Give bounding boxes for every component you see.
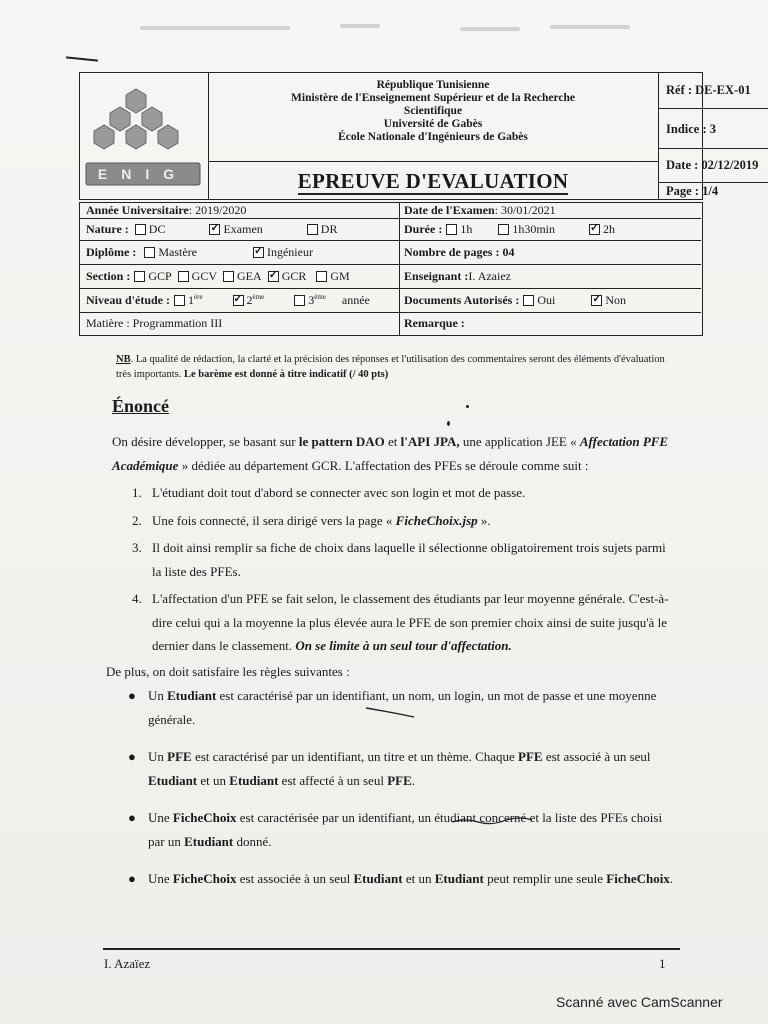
- intro-bold: le pattern DAO: [298, 434, 385, 449]
- rules-intro: De plus, on doit satisfaire les règles suivantes :: [106, 664, 350, 679]
- institution-line: Ministère de l'Enseignement Supérieur et de la Recherche: [291, 92, 575, 104]
- rule-text: est caractérisé par un identifiant, un titre et un thème. Chaque: [191, 749, 519, 764]
- enseignant-value: I. Azaiez: [468, 268, 511, 283]
- annee-value: : 2019/2020: [188, 203, 247, 217]
- rule-text: Une: [148, 810, 173, 825]
- date-exam-value: : 30/01/2021: [494, 203, 556, 217]
- nature-option: DR: [320, 221, 338, 236]
- section-option: GEA: [237, 268, 262, 283]
- rule-bold: PFE: [167, 749, 192, 764]
- step-number: 3.: [132, 540, 142, 555]
- niveau-number: 2: [246, 292, 253, 307]
- enseignant-label: Enseignant :: [404, 268, 469, 283]
- rule-text: et un: [402, 871, 435, 886]
- date-exam-label: Date de l'Examen: [404, 203, 495, 217]
- nb-pages-cell: Nombre de pages : 04: [404, 244, 515, 259]
- nature-label: Nature :: [86, 221, 129, 236]
- camscanner-watermark: Scanné avec CamScanner: [556, 994, 723, 1010]
- duree-option: 1h30min: [512, 221, 555, 236]
- page-number: 1: [659, 956, 666, 971]
- bullet-icon: ●: [128, 871, 136, 886]
- rule-bold: FicheChoix: [172, 810, 237, 825]
- niveau-label: Niveau d'étude :: [86, 292, 170, 307]
- nb-bold: Le barème est donné à titre indicatif (/ 40 pts): [183, 369, 389, 380]
- intro-bold: l'API JPA,: [400, 434, 460, 449]
- annee-label: Année Universitaire: [86, 203, 189, 217]
- rule-text: et un: [197, 773, 230, 788]
- ref-cell: Réf : DE-EX-01: [658, 73, 768, 109]
- section-option: GM: [330, 268, 350, 283]
- rule-text: est associé à un seul: [542, 749, 651, 764]
- rule-text: est caractérisé par un identifiant, un nom, un login, un mot de passe et une moyenne générale.: [148, 688, 657, 727]
- rule-bold: FicheChoix: [172, 871, 237, 886]
- rule-text: est associée à un seul: [236, 871, 354, 886]
- diplome-option: Mastère: [158, 244, 197, 259]
- matiere-cell: Matière : Programmation III: [86, 316, 223, 330]
- rule-bold: Etudiant: [353, 871, 403, 886]
- diplome-option: Ingénieur: [266, 244, 313, 259]
- rule-text: peut remplir une seule: [483, 871, 607, 886]
- niveau-sup: ème: [252, 292, 265, 301]
- bullet-icon: ●: [128, 810, 136, 825]
- logo-text: ENIG: [97, 166, 189, 182]
- section-label: Section :: [86, 268, 131, 283]
- rule-bold: FicheChoix: [606, 871, 670, 886]
- step-number: 1.: [132, 485, 142, 500]
- duree-option: 1h: [460, 221, 473, 236]
- section-option: GCR: [281, 268, 307, 283]
- step-number: 4.: [132, 591, 142, 606]
- page-cell: Page : 1/4: [666, 184, 719, 198]
- niveau-number: 1: [188, 292, 194, 307]
- rule-text: .: [669, 871, 674, 886]
- docs-label: Documents Autorisés :: [404, 292, 520, 307]
- intro-text: » dédiée au département GCR. L'affectation des PFEs se déroule comme suit :: [178, 458, 589, 473]
- niveau-sup: ère: [194, 292, 203, 301]
- footer-author: I. Azaïez: [104, 956, 151, 971]
- diplome-label: Diplôme :: [86, 244, 137, 259]
- footer-rule: [103, 948, 680, 950]
- rule-text: Un: [148, 688, 168, 703]
- nature-option: Examen: [223, 221, 263, 236]
- intro-text: On désire développer, se basant sur: [112, 434, 299, 449]
- intro-italic: Affectation PFE Académique: [112, 434, 669, 473]
- nb-prefix: NB: [116, 354, 131, 365]
- section-option: GCP: [148, 268, 172, 283]
- institution-line: Université de Gabès: [383, 118, 483, 130]
- intro-text: et: [384, 434, 401, 449]
- institution-line: République Tunisienne: [376, 79, 490, 91]
- duree-option: 2h: [603, 221, 615, 236]
- rule-bold: Etudiant: [434, 871, 484, 886]
- rule-bold: PFE: [518, 749, 543, 764]
- rule-text: .: [411, 773, 416, 788]
- rule-bold: Etudiant: [148, 773, 198, 788]
- rule-text: est affecté à un seul: [278, 773, 388, 788]
- docs-option: Non: [605, 292, 626, 307]
- nb-text: . La qualité de rédaction, la clarté et la précision des réponses et l'utilisation des commentaires seront des éléments d'évaluation très importants.: [116, 354, 665, 380]
- date-cell: Date : 02/12/2019: [658, 149, 768, 183]
- rule-text: Une: [148, 871, 173, 886]
- step-text: Il doit ainsi remplir sa fiche de choix dans laquelle il sélectionne obligatoirement trois sujets parmi la liste des PFEs.: [152, 540, 666, 579]
- rule-text: donné.: [233, 834, 272, 849]
- step-italic: On se limite à un seul tour d'affectation.: [295, 638, 512, 653]
- exam-title-text: EPREUVE D'EVALUATION: [297, 169, 569, 193]
- enonce-heading: Énoncé: [112, 396, 170, 416]
- niveau-suffix: année: [341, 292, 370, 307]
- docs-option: Oui: [537, 292, 556, 307]
- bullet-icon: ●: [128, 749, 136, 764]
- niveau-sup: ème: [314, 292, 326, 301]
- step-text: Une fois connecté, il sera dirigé vers la page «: [152, 512, 396, 528]
- remarque-cell: Remarque :: [404, 316, 465, 330]
- step-italic: FicheChoix.jsp: [395, 512, 478, 528]
- rule-bold: Etudiant: [229, 773, 279, 788]
- nature-option: DC: [148, 221, 166, 236]
- rule-text: Un: [148, 749, 168, 764]
- niveau-number: 3: [308, 292, 315, 307]
- step-text: L'étudiant doit tout d'abord se connecter avec son login et mot de passe.: [152, 485, 526, 500]
- step-text: ».: [477, 512, 491, 528]
- rule-text: est caractérisée par un identifiant, un étudiant concerné et la liste des PFEs choisi par un: [148, 810, 663, 849]
- intro-text: une application JEE «: [459, 434, 580, 449]
- rule-bold: Etudiant: [184, 834, 234, 849]
- step-number: 2.: [132, 512, 142, 528]
- section-option: GCV: [191, 268, 218, 283]
- rule-bold: PFE: [387, 773, 412, 788]
- institution-line: École Nationale d'Ingénieurs de Gabès: [338, 131, 528, 143]
- duree-label: Durée :: [404, 221, 443, 236]
- step-text: L'affectation d'un PFE se fait selon, le classement des étudiants par leur moyenne générale. C'est-à-dire celui qui a la moyenne la plus élevée aura le PFE de son premier choix ainsi de suite jusqu'à le dernier dans le classement.: [152, 591, 669, 653]
- bullet-icon: ●: [128, 688, 136, 703]
- indice-cell: Indice : 3: [658, 109, 768, 149]
- institution-line: Scientifique: [403, 105, 463, 117]
- rule-bold: Etudiant: [167, 688, 217, 703]
